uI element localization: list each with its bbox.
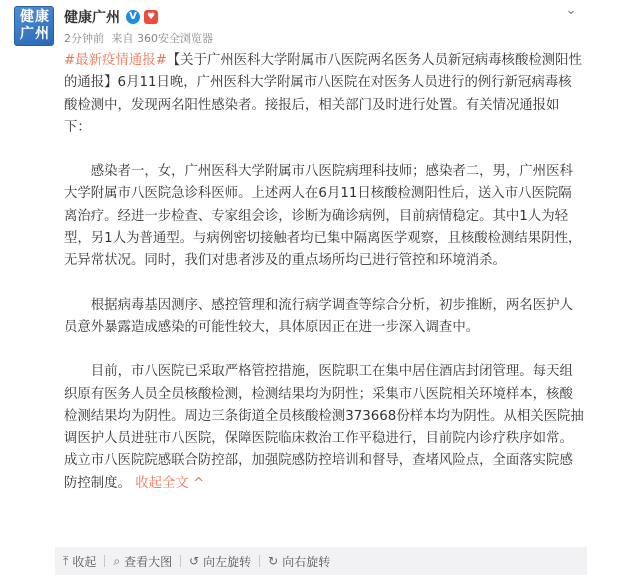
arrow-up-icon: ⤒	[63, 553, 69, 568]
avatar-logo: 健康 广州	[20, 9, 50, 42]
post-paragraph-intro	[64, 50, 584, 139]
post-header	[0, 0, 619, 50]
rotate-right-button[interactable]	[260, 553, 338, 570]
paragraph-text-3: 根据病毒基因测序、感控管理和流行病学调查等综合分析，初步推断，两名医护人员意外暴露造成感染的可能性较大，具体原因正在进一步深入调查中。	[64, 297, 573, 335]
post-content	[64, 50, 584, 495]
collapse-full-text-link[interactable]: 收起全文 ^	[135, 475, 205, 491]
rotate-right-icon: ↻	[268, 554, 279, 568]
chevron-down-icon[interactable]: ⌄	[565, 2, 577, 18]
post-source: 来自 360安全浏览器	[111, 32, 213, 45]
view-large-button[interactable]	[105, 553, 180, 570]
rotate-left-label: 向左旋转	[203, 554, 252, 569]
paragraph-text-2: 感染者一，女，广州医科大学附属市八医院病理科技师；感染者二，男，广州医科大学附属市八医院急诊科医师。上述两人在6月11日核酸检测阳性后，送入市八医院隔离治疗。经进一步检查、专家组会诊，诊断为确诊病例，目前病情稳定。其中1人为轻型，另1人为普通型。与病例密切接触者均已集中隔离医学观察，且核酸检测结果阴性，无异常状况。同时，我们对患者涉及的重点场所均已进行管控和环境消杀。	[64, 164, 582, 269]
post-paragraph-4	[64, 361, 584, 495]
collapse-button[interactable]	[55, 553, 104, 570]
author-name[interactable]: 健康广州	[64, 10, 120, 26]
verified-v-icon: V	[126, 10, 140, 24]
view-large-label: 查看大图	[124, 554, 173, 569]
collapse-label: 收起	[72, 554, 97, 569]
rotate-right-label: 向右旋转	[282, 554, 331, 569]
rotate-left-icon: ↺	[189, 554, 200, 568]
avatar[interactable]	[14, 6, 54, 46]
magnifier-icon: ⌕	[113, 553, 121, 568]
author-row	[64, 6, 158, 28]
post-time[interactable]: 2分钟前	[64, 32, 104, 45]
topic-link[interactable]: #最新疫情通报#	[64, 53, 167, 68]
image-toolbar	[55, 547, 587, 575]
paragraph-text-4: 目前，市八医院已采取严格管控措施，医院职工在集中居住酒店封闭管理。每天组织原有医务人员全员核酸检测，检测结果均为阴性；采集市八医院相关环境样本，核酸检测结果均为阴性。周边三条街道全员核酸检测373668份样本均为阴性。从相关医院抽调医护人员进驻市八医院，保障医院临床救治工作平稳进行，目前院内诊疗秩序如常。成立市八医院院感联合防控部，加强院感防控培训和督导，查堵风险点，全面落实院感防控制度。	[64, 364, 584, 491]
vip-member-icon[interactable]: ♥	[144, 10, 158, 24]
paragraph-text-1: 【关于广州医科大学附属市八医院两名医务人员新冠病毒核酸检测阳性的通报】6月11日晚，广州医科大学附属市八医院在对医务人员进行的例行新冠病毒核酸检测中，发现两名阳性感染者。接报后，相关部门及时进行处置。有关情况通报如下：	[64, 53, 582, 135]
post-meta	[64, 30, 217, 46]
rotate-left-button[interactable]	[181, 553, 259, 570]
